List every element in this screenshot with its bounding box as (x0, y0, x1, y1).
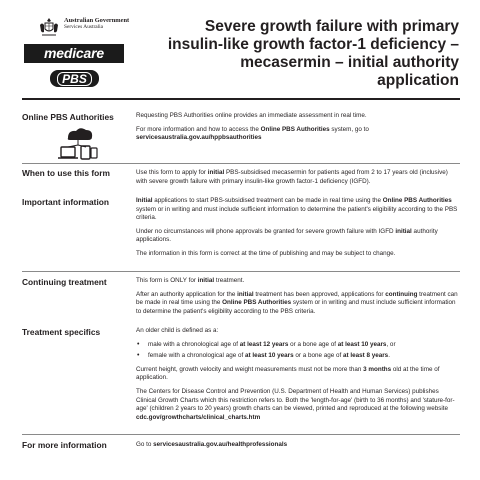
text-run-bold: initial (197, 277, 215, 284)
text-run: . (388, 352, 390, 360)
list-item (136, 352, 460, 361)
specifics-p2 (136, 366, 460, 383)
gov-line-1: Australian Government (64, 17, 130, 24)
government-wordmark (64, 17, 129, 31)
specifics-p1: An older child is defined as a: (136, 327, 219, 334)
text-run: For more information and how to access the (136, 125, 261, 133)
cdc-growth-charts-link[interactable]: cdc.gov/growthcharts/clinical_charts.htm (136, 413, 261, 421)
text-run: , or (386, 340, 396, 348)
section-label-when: When to use this form (22, 168, 110, 178)
text-run-bold: continuing (385, 290, 418, 298)
text-run: or a bone age of (293, 352, 344, 360)
online-p2 (136, 126, 460, 143)
text-run: After an authority application for the (136, 290, 238, 298)
section-body-important (136, 197, 460, 264)
text-run-bold: initial (237, 290, 254, 298)
text-run-bold: initial (395, 227, 412, 235)
text-run-bold: at least 8 years (343, 352, 389, 360)
gov-line-2: Services Australia (64, 24, 104, 31)
text-run: male with a chronological age of (148, 340, 240, 348)
when-p1 (136, 169, 460, 186)
text-run: system or in writing and must include sufficient information to determine the patient's eligibility according to the PBS criteria. (136, 205, 458, 222)
important-p1 (136, 197, 460, 223)
text-run: female with a chronological age of (148, 352, 245, 360)
specifics-list (136, 341, 460, 361)
section-label-important: Important information (22, 197, 110, 207)
section-body-specifics (136, 327, 460, 427)
text-run-bold: at least 10 years (244, 352, 294, 360)
specifics-p3 (136, 388, 460, 422)
text-run: Current height, growth velocity and weight measurements must not be more than (136, 365, 364, 373)
more-p1 (136, 441, 460, 450)
text-run: system, go to (329, 125, 369, 133)
section-divider (22, 434, 460, 435)
text-run: treatment. (214, 277, 245, 284)
important-p2 (136, 228, 460, 245)
text-run-bold: Online PBS Authorities (222, 299, 292, 307)
text-run-bold: initial (207, 169, 225, 176)
text-run-bold: at least 12 years (239, 340, 289, 348)
section-body-when (136, 169, 460, 191)
text-run: system or in writing and must include sufficient information to determine the patient's eligibility according to the PBS criteria. (136, 299, 456, 315)
section-label-online: Online PBS Authorities (22, 112, 114, 122)
text-run: Use this form to apply for (136, 169, 208, 176)
form-title: Severe growth failure with primary insulin-like growth factor-1 deficiency – mecasermin – initial authority application (167, 18, 459, 89)
medicare-logo: medicare (24, 44, 124, 63)
text-run: This form is ONLY for (136, 277, 198, 284)
text-run-bold: Online PBS Authorities (382, 197, 452, 204)
commonwealth-crest-icon (38, 16, 60, 38)
text-run: authority applications. (136, 227, 438, 244)
section-label-continuing: Continuing treatment (22, 277, 107, 287)
health-professionals-link[interactable]: servicesaustralia.gov.au/healthprofessionals (153, 441, 288, 448)
section-divider (22, 163, 460, 164)
online-p1: Requesting PBS Authorities online provides an immediate assessment in real time. (136, 112, 367, 119)
text-run-bold: at least 10 years (337, 340, 387, 348)
text-run-bold: 3 months (363, 365, 392, 373)
text-run: treatment can be made in real time using the (136, 290, 458, 307)
section-body-more (136, 441, 460, 455)
cloud-devices-icon (56, 126, 100, 162)
text-run: Under no circumstances will phone approvals be granted for severe growth failure with IGFD (136, 227, 396, 235)
important-p3: The information in this form is correct at the time of publishing and may be subject to change. (136, 249, 396, 257)
online-authorities-link[interactable]: servicesaustralia.gov.au/hppbsauthorities (136, 134, 262, 142)
section-label-more: For more information (22, 440, 107, 450)
text-run: old at the time of application. (136, 365, 440, 382)
section-label-specifics: Treatment specifics (22, 327, 101, 337)
section-body-online (136, 112, 460, 148)
pbs-logo (50, 70, 99, 87)
continuing-p2 (136, 291, 460, 317)
text-run-bold: Initial (136, 197, 153, 204)
pbs-logo-text: PBS (57, 72, 92, 86)
section-divider (22, 271, 460, 272)
text-run: treatment has been approved, applications for (253, 290, 386, 298)
text-run: Go to (136, 441, 154, 448)
list-item (136, 341, 460, 350)
text-run: applications to start PBS-subsidised treatment can be made in real time using the (152, 197, 383, 204)
text-run-bold: Online PBS Authorities (260, 125, 330, 133)
section-body-continuing (136, 277, 460, 321)
header-rule (22, 98, 460, 100)
text-run: or a bone age of (288, 340, 338, 348)
continuing-p1 (136, 277, 460, 286)
text-run: PBS-subsidised mecasermin for patients aged from 2 to 17 years old (inclusive) with severe growth failure with primary insulin-like growth factor-1 deficiency (IGFD). (136, 169, 448, 185)
text-run: The Centers for Disease Control and Prevention (U.S. Department of Health and Human Services) publishes Clinical Growth Charts which this restriction refers to. Both the 'length-for-age' (birth to 36 months) and 'stature-for-age' (children 2 years to 20 years) growth charts can be viewed, printed and reproduced at the following website (136, 387, 455, 413)
